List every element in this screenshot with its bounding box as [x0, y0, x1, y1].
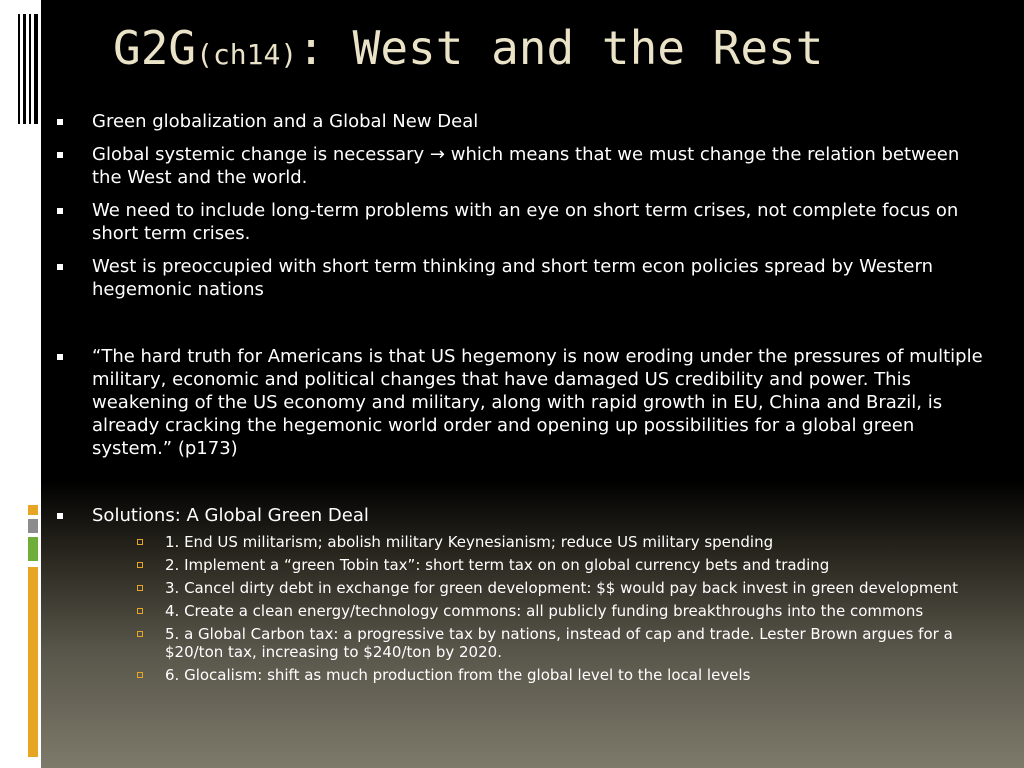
solution-item: 3. Cancel dirty debt in exchange for green development: $$ would pay back invest in green development [128, 579, 990, 597]
solutions-heading: Solutions: A Global Green Deal [92, 505, 369, 526]
solutions-list [92, 533, 990, 684]
title-main-suffix: : West and the Rest [297, 21, 824, 75]
solution-item: 4. Create a clean energy/technology commons: all publicly funding breakthroughs into the commons [128, 602, 990, 620]
bullet-item: We need to include long-term problems with an eye on short term crises, not complete focus on short term crises. [55, 199, 990, 245]
bullet-list [55, 110, 990, 684]
bullet-item: Green globalization and a Global New Deal [55, 110, 990, 133]
title-main-prefix: G2G [113, 21, 197, 75]
bullet-item: West is preoccupied with short term thinking and short term econ policies spread by Western hegemonic nations [55, 255, 990, 301]
solution-item: 2. Implement a “green Tobin tax”: short term tax on on global currency bets and trading [128, 556, 990, 574]
bullet-solutions [55, 504, 990, 684]
slide-body [55, 110, 990, 694]
solution-item: 6. Glocalism: shift as much production from the global level to the local levels [128, 666, 990, 684]
bullet-quote: “The hard truth for Americans is that US hegemony is now eroding under the pressures of multiple military, economic and political changes that have damaged US credibility and power. This weakening of the US economy and military, along with rapid growth in EU, China and Brazil, is already cracking the hegemonic world order and opening up possibilities for a global green system.” (p173) [55, 345, 990, 460]
slide-title [113, 16, 993, 80]
solution-item: 5. a Global Carbon tax: a progressive tax by nations, instead of cap and trade. Lester Brown argues for a $20/ton tax, increasing to $240/ton by 2020. [128, 625, 990, 661]
title-chapter: (ch14) [196, 38, 298, 71]
decor-vertical-lines [18, 14, 48, 124]
bullet-item: Global systemic change is necessary → which means that we must change the relation between the West and the world. [55, 143, 990, 189]
solution-item: 1. End US militarism; abolish military Keynesianism; reduce US military spending [128, 533, 990, 551]
decor-color-blocks [28, 505, 40, 760]
